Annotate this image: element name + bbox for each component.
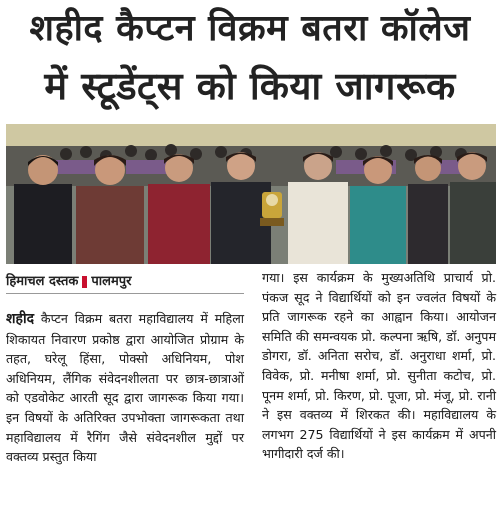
- headline-line-1: शहीद कैप्टन विक्रम बतरा कॉलेज: [29, 8, 471, 49]
- article-column-left: [6, 309, 244, 467]
- article-column-right: [262, 268, 496, 464]
- byline-place: पालमपुर: [91, 274, 132, 289]
- news-photo: [6, 124, 496, 264]
- byline-source: हिमाचल दस्तक: [6, 274, 79, 289]
- article-lead-word: शहीद: [6, 311, 35, 327]
- group-photo-illustration: [6, 124, 496, 264]
- article-right-text: गया। इस कार्यक्रम के मुख्यअतिथि प्राचार्य प्रो. पंकज सूद ने विद्यार्थियों को इन ज्वलंत विषयों के प्रति जागरूक रहने का आह्वान किया। आयोजन समिति की समन्वयक प्रो. कल्पना ऋषि, डॉ. अनुपम डोगरा, डॉ. अनिता सरोच, डॉ. अनुराधा शर्मा, प्रो. विवेक, प्रो. मनीषा शर्मा, प्रो. सुनीता कटोच, प्रो. पूनम शर्मा, प्रो. किरण, प्रो. पूजा, प्रो. मंजू, प्रो. रानी ने इस वक्तव्य में शिरकत की। महाविद्यालय के लगभग 275 विद्यार्थियों ने इस कार्यक्रम में अपनी भागीदारी दर्ज की।: [262, 270, 496, 462]
- byline-separator: [82, 276, 87, 288]
- headline: [0, 0, 500, 122]
- headline-line-2: में स्टूडेंट्स को किया जागरूक: [44, 64, 456, 108]
- byline: [6, 272, 246, 292]
- article-left-text: कैप्टन विक्रम बतरा महाविद्यालय में महिला शिकायत निवारण प्रकोष्ठ द्वारा आयोजित प्रोग्राम के तहत, घरेलू हिंसा, पोक्सो अधिनियम, पोश अधिनियम, लैंगिक संवेदनशीलता पर छात्र-छात्राओं को एडवोकेट आरती सूद द्वारा जागरूक किया गया। इन विषयों के अतिरिक्त उपभोक्ता जागरूकता तथा महाविद्यालय में रैगिंग जैसे संवेदनशील मुद्दों पर वक्तव्य प्रस्तुत किया: [6, 311, 244, 465]
- article-paragraph-left: [6, 309, 244, 467]
- byline-rule: [6, 293, 244, 294]
